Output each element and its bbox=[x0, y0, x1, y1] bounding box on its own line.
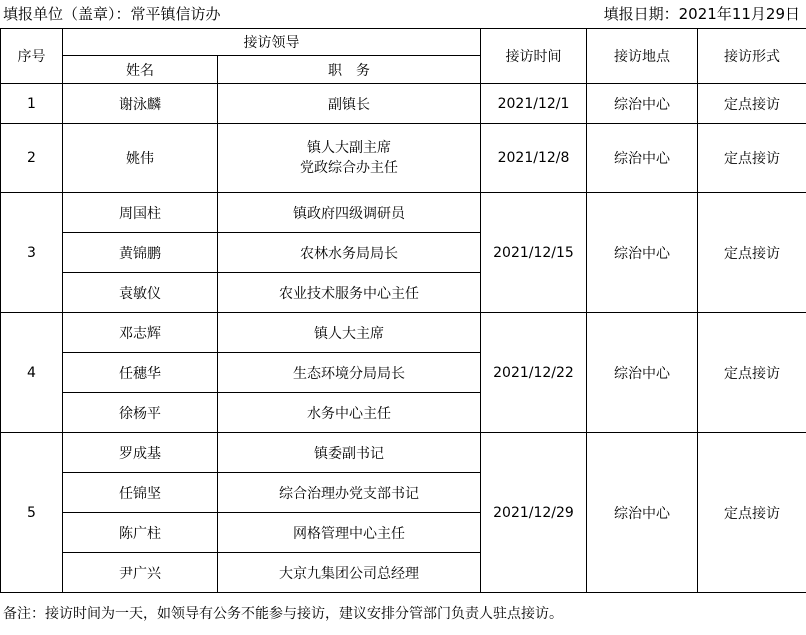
visit-form-cell: 定点接访 bbox=[698, 124, 806, 193]
visit-place-cell: 综治中心 bbox=[587, 193, 698, 313]
leader-name-cell: 任穗华 bbox=[63, 353, 218, 393]
seq-cell: 5 bbox=[1, 433, 63, 593]
visit-time-cell: 2021/12/29 bbox=[481, 433, 587, 593]
leader-title-cell: 综合治理办党支部书记 bbox=[218, 473, 481, 513]
leader-title-cell: 生态环境分局局长 bbox=[218, 353, 481, 393]
reporting-date: 填报日期：2021年11月29日 bbox=[603, 5, 800, 23]
table-row bbox=[1, 313, 806, 353]
table-row bbox=[1, 193, 806, 233]
col-title-header: 职 务 bbox=[218, 56, 481, 84]
remarks-note: 备注：接访时间为一天，如领导有公务不能参与接访，建议安排分管部门负责人驻点接访。 bbox=[3, 606, 563, 622]
visit-schedule-table bbox=[0, 28, 806, 593]
table-row bbox=[1, 84, 806, 124]
leader-title-line: 镇人大副主席 bbox=[307, 140, 391, 156]
visit-place-cell: 综治中心 bbox=[587, 313, 698, 433]
leader-name-cell: 邓志辉 bbox=[63, 313, 218, 353]
visit-time-cell: 2021/12/8 bbox=[481, 124, 587, 193]
visit-time-cell: 2021/12/15 bbox=[481, 193, 587, 313]
col-name-header: 姓名 bbox=[63, 56, 218, 84]
seq-cell: 1 bbox=[1, 84, 63, 124]
visit-time-cell: 2021/12/1 bbox=[481, 84, 587, 124]
col-place-header: 接访地点 bbox=[587, 29, 698, 84]
leader-name-cell: 陈广柱 bbox=[63, 513, 218, 553]
leader-title-cell: 农业技术服务中心主任 bbox=[218, 273, 481, 313]
header-row bbox=[1, 29, 806, 56]
visit-time-cell: 2021/12/22 bbox=[481, 313, 587, 433]
visit-place-cell: 综治中心 bbox=[587, 433, 698, 593]
col-time-header: 接访时间 bbox=[481, 29, 587, 84]
table-row bbox=[1, 124, 806, 193]
seq-cell: 4 bbox=[1, 313, 63, 433]
leader-title-cell: 网格管理中心主任 bbox=[218, 513, 481, 553]
visit-form-cell: 定点接访 bbox=[698, 313, 806, 433]
visit-place-cell: 综治中心 bbox=[587, 124, 698, 193]
report-header bbox=[0, 0, 806, 28]
visit-form-cell: 定点接访 bbox=[698, 433, 806, 593]
leader-title-cell: 农林水务局局长 bbox=[218, 233, 481, 273]
leader-title-cell bbox=[218, 124, 481, 193]
leader-name-cell: 周国柱 bbox=[63, 193, 218, 233]
table-row bbox=[1, 433, 806, 473]
leader-title-cell: 大京九集团公司总经理 bbox=[218, 553, 481, 593]
leader-name-cell: 罗成基 bbox=[63, 433, 218, 473]
leader-title-cell: 镇政府四级调研员 bbox=[218, 193, 481, 233]
leader-name-cell: 谢泳麟 bbox=[63, 84, 218, 124]
leader-title-cell: 水务中心主任 bbox=[218, 393, 481, 433]
col-form-header: 接访形式 bbox=[698, 29, 806, 84]
leader-title-cell: 镇人大主席 bbox=[218, 313, 481, 353]
leader-name-cell: 黄锦鹏 bbox=[63, 233, 218, 273]
leader-name-cell: 徐杨平 bbox=[63, 393, 218, 433]
seq-cell: 2 bbox=[1, 124, 63, 193]
leader-name-cell: 尹广兴 bbox=[63, 553, 218, 593]
col-seq-header: 序号 bbox=[1, 29, 63, 84]
leader-title-cell: 副镇长 bbox=[218, 84, 481, 124]
leader-title-cell: 镇委副书记 bbox=[218, 433, 481, 473]
reporting-unit: 填报单位（盖章）：常平镇信访办 bbox=[3, 5, 221, 23]
leader-name-cell: 任锦坚 bbox=[63, 473, 218, 513]
visit-form-cell: 定点接访 bbox=[698, 84, 806, 124]
visit-form-cell: 定点接访 bbox=[698, 193, 806, 313]
col-leader-group-header: 接访领导 bbox=[63, 29, 481, 56]
seq-cell: 3 bbox=[1, 193, 63, 313]
visit-place-cell: 综治中心 bbox=[587, 84, 698, 124]
leader-title-line: 党政综合办主任 bbox=[300, 160, 398, 176]
leader-name-cell: 姚伟 bbox=[63, 124, 218, 193]
leader-name-cell: 袁敏仪 bbox=[63, 273, 218, 313]
